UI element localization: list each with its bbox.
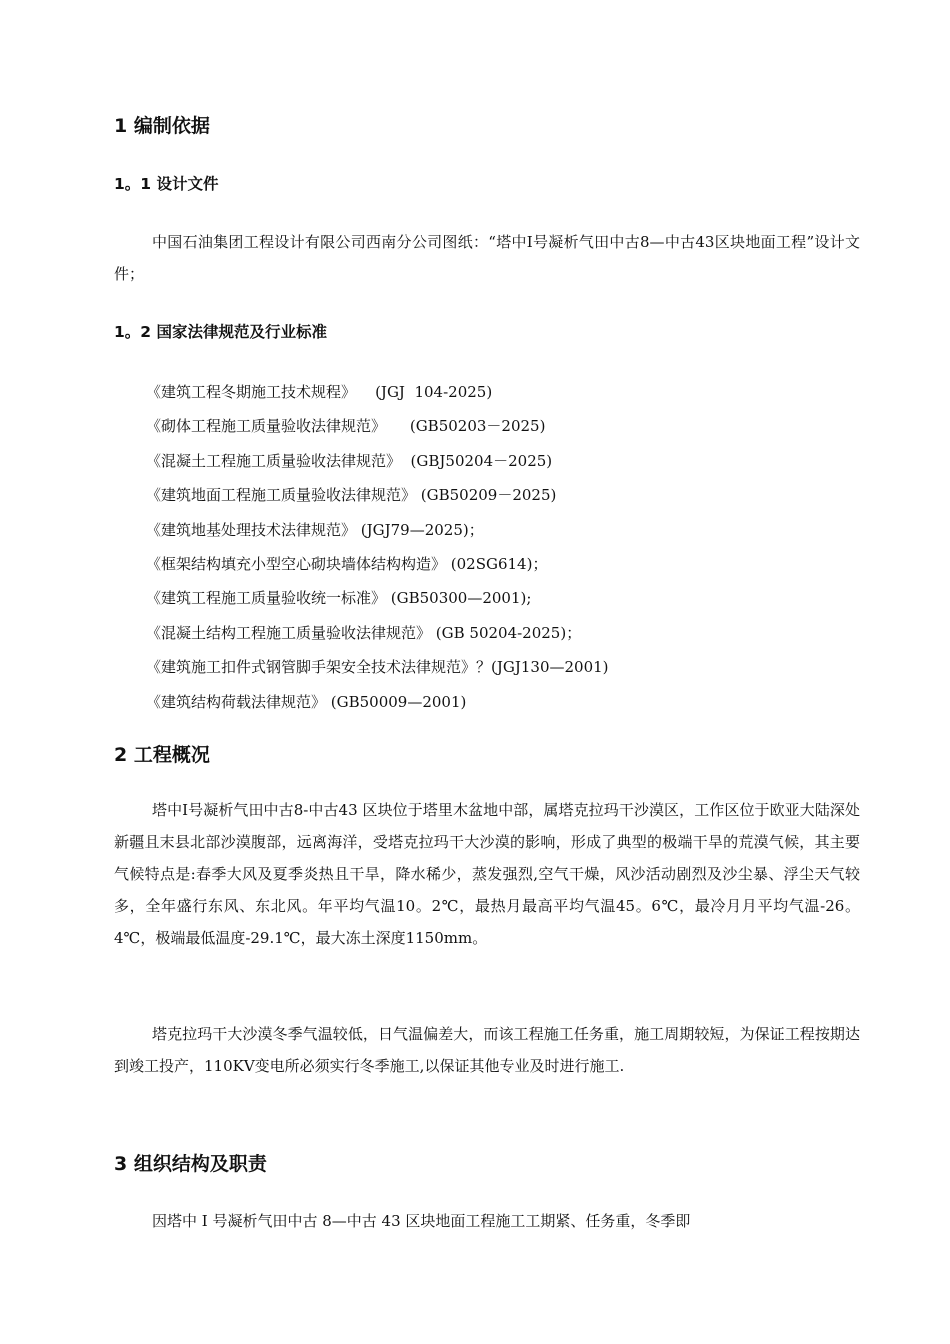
section-1-1-heading: 1。1 设计文件 xyxy=(114,175,219,193)
section-1-2-heading: 1。2 国家法律规范及行业标准 xyxy=(114,323,327,341)
section-3-heading: 3 组织结构及职责 xyxy=(114,1153,267,1175)
section-1-1-text: 中国石油集团工程设计有限公司西南分公司图纸：“塔中Ⅰ号凝析气田中古8—中古43区块地面工程”设计文件； xyxy=(114,233,860,283)
section-2-heading: 2 工程概况 xyxy=(114,744,210,766)
standard-item: 《建筑施工扣件式钢管脚手架安全技术法律规范》？(JGJ130—2001) xyxy=(146,658,609,677)
standard-item: 《建筑地面工程施工质量验收法律规范》 (GB50209－2025) xyxy=(146,486,557,505)
standard-item: 《框架结构填充小型空心砌块墙体结构构造》 (02SG614)； xyxy=(146,555,548,574)
section-2-paragraph-2: 塔克拉玛干大沙漠冬季气温较低，日气温偏差大，而该工程施工任务重，施工周期较短，为保证工程按期达到竣工投产，110KV变电所必须实行冬季施工,以保证其他专业及时进行施工. xyxy=(114,1025,860,1075)
standard-item: 《建筑结构荷载法律规范》 (GB50009—2001) xyxy=(146,692,467,711)
section-1-heading: 1 编制依据 xyxy=(114,115,210,137)
standard-item: 《混凝土工程施工质量验收法律规范》 (GBJ50204－2025) xyxy=(146,451,553,470)
standard-item: 《建筑工程冬期施工技术规程》 (JGJ 104-2025) xyxy=(146,383,493,401)
standard-item: 《混凝土结构工程施工质量验收法律规范》 (GB 50204-2025)； xyxy=(146,623,582,642)
standard-item: 《建筑地基处理技术法律规范》 (JGJ79—2025)； xyxy=(146,520,484,539)
standard-item: 《建筑工程施工质量验收统一标准》 (GB50300—2001); xyxy=(146,589,532,608)
section-2-paragraph-1: 塔中Ⅰ号凝析气田中古8-中古43 区块位于塔里木盆地中部，属塔克拉玛干沙漠区，工作区位于欧亚大陆深处新疆且末县北部沙漠腹部，远离海洋，受塔克拉玛干大沙漠的影响，形成了典型的极端干旱的荒漠气候，其主要气候特点是:春季大风及夏季炎热且干旱，降水稀少，蒸发强烈,空气干燥，风沙活动剧烈及沙尘暴、浮尘天气较多，全年盛行东风、东北风。年平均气温10。2℃，最热月最高平均气温45。6℃，最冷月月平均气温-26。4℃，极端最低温度-29.1℃，最大冻土深度1150mm。 xyxy=(114,801,860,947)
standard-item: 《砌体工程施工质量验收法律规范》 (GB50203－2025) xyxy=(146,417,546,436)
section-3-paragraph-1: 因塔中 Ⅰ 号凝析气田中古 8—中古 43 区块地面工程施工工期紧、任务重，冬季即 xyxy=(152,1212,691,1230)
standards-list xyxy=(146,375,609,719)
